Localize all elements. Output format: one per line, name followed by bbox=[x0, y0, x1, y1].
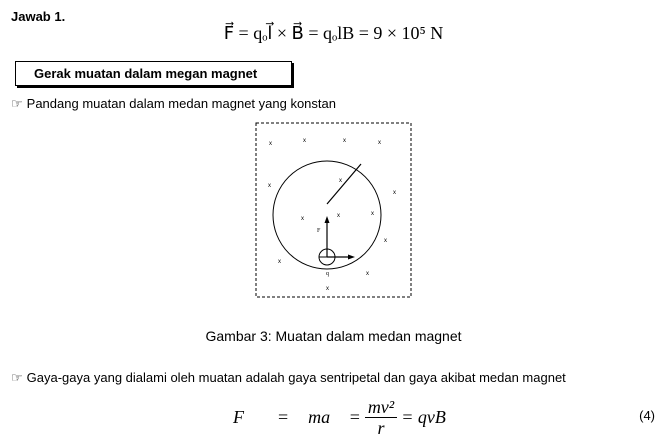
field-x-marker: x bbox=[343, 138, 346, 144]
bullet-constant-field bbox=[11, 96, 336, 112]
field-x-marker: x bbox=[384, 238, 387, 244]
field-x-marker: x bbox=[339, 178, 342, 184]
motion-equation bbox=[233, 397, 460, 438]
velocity-arrow-head bbox=[348, 255, 355, 260]
equation-number: (4) bbox=[639, 408, 655, 423]
field-x-marker: x bbox=[303, 138, 306, 144]
answer-heading: Jawab 1. bbox=[11, 9, 66, 24]
field-x-marker: x bbox=[268, 183, 271, 189]
charge-label: q bbox=[326, 271, 329, 277]
force-label: F bbox=[317, 228, 321, 234]
figure-caption: Gambar 3: Muatan dalam medan magnet bbox=[205, 328, 462, 344]
section-title-box bbox=[15, 61, 292, 86]
field-x-marker: x bbox=[326, 286, 329, 292]
bullet-text: Pandang muatan dalam medan magnet yang konstan bbox=[26, 96, 336, 111]
field-region-border bbox=[256, 123, 411, 297]
field-x-marker: x bbox=[269, 141, 272, 147]
eq-numerator: mv² bbox=[365, 397, 397, 418]
field-x-marker: x bbox=[393, 190, 396, 196]
eq-lhs: F⃗ bbox=[233, 407, 258, 427]
field-x-marker: x bbox=[371, 211, 374, 217]
eq-denominator: r bbox=[377, 418, 385, 438]
field-x-marker: x bbox=[337, 213, 340, 219]
field-x-marker: x bbox=[366, 271, 369, 277]
field-x-marker: x bbox=[378, 140, 381, 146]
pointing-hand-icon: ☞ bbox=[11, 370, 23, 385]
field-x-marker: x bbox=[278, 259, 281, 265]
eq-fraction bbox=[365, 397, 397, 438]
magnetic-field-figure bbox=[255, 122, 412, 298]
force-arrow-head bbox=[325, 216, 330, 223]
force-equation: F⃗ = qₒl⃗ × B⃗ = qₒlB = 9 × 10⁵ N bbox=[223, 23, 444, 43]
radius-line bbox=[327, 164, 361, 204]
eq-equals: = bbox=[278, 407, 289, 427]
field-x-marker: x bbox=[301, 216, 304, 222]
bullet-text: Gaya-gaya yang dialami oleh muatan adalah gaya sentripetal dan gaya akibat medan magnet bbox=[26, 370, 566, 385]
eq-rhs: = qvB⃗ bbox=[401, 407, 460, 427]
eq-ma: ma⃗ = bbox=[308, 407, 361, 427]
bullet-forces bbox=[11, 370, 566, 386]
pointing-hand-icon: ☞ bbox=[11, 96, 23, 111]
section-title: Gerak muatan dalam megan magnet bbox=[34, 66, 258, 81]
